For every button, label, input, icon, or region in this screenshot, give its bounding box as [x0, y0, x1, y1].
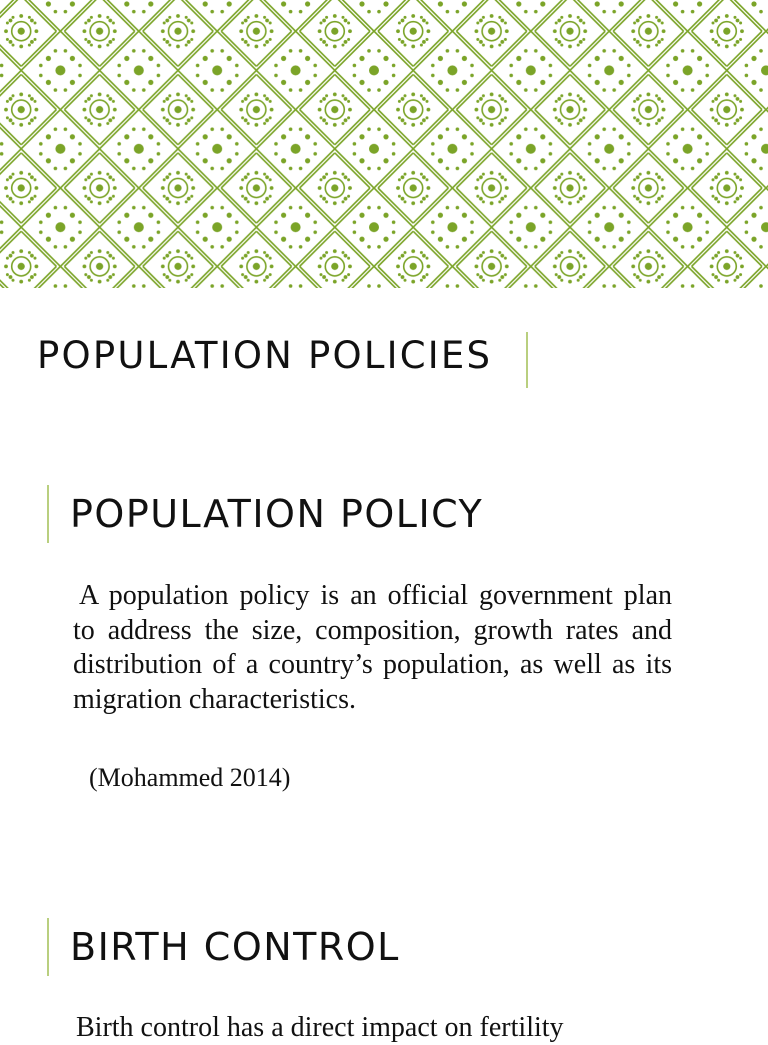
title-accent-bar	[526, 332, 528, 388]
section-accent-bar	[47, 485, 49, 543]
section-heading: POPULATION POLICY	[70, 492, 484, 536]
citation: (Mohammed 2014)	[89, 763, 291, 792]
section-heading: BIRTH CONTROL	[70, 925, 400, 969]
section-accent-bar	[47, 918, 49, 976]
decorative-pattern-banner	[0, 0, 768, 288]
birth-control-paragraph: Birth control has a direct impact on fertility	[76, 1012, 564, 1043]
slide-title: POPULATION POLICIES	[37, 334, 493, 377]
definition-paragraph: A population policy is an official government plan to address the size, composition, growth rates and distribution of a country’s population, as well as its migration characteristics.	[73, 580, 672, 715]
slide-title-block	[37, 333, 492, 389]
green-dot-pattern	[0, 0, 768, 288]
